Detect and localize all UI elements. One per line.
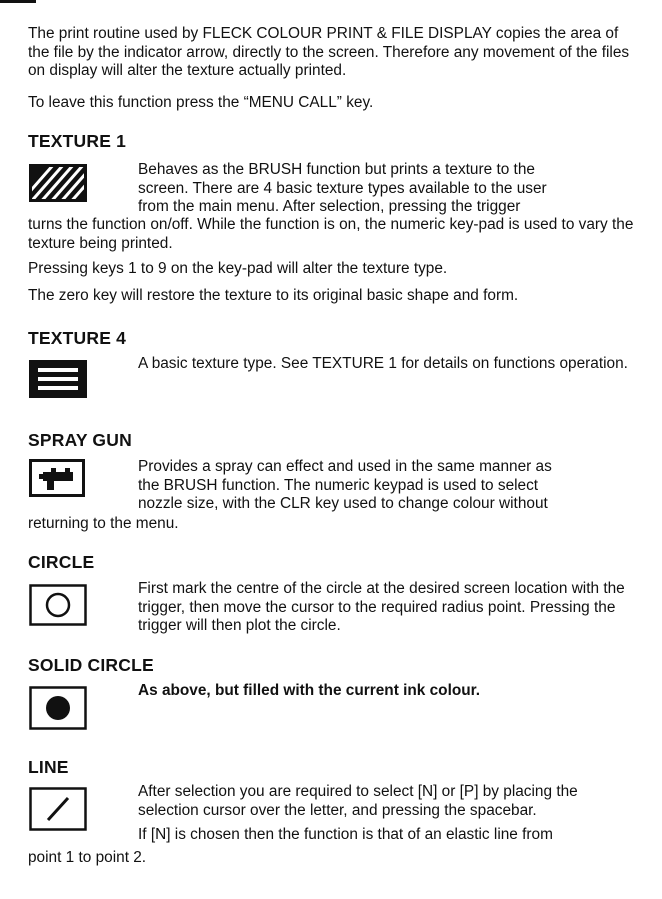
- line-description-n-choice: If [N] is chosen then the function is that of an elastic line from: [138, 826, 553, 843]
- solidcircle-description: As above, but filled with the current ink colour.: [138, 682, 481, 699]
- spray-gun-icon: [29, 459, 85, 497]
- intro-paragraph: The print routine used by FLECK COLOUR PRINT & FILE DISPLAY copies the area of the file by the indicator arrow, directly to the screen. Therefore any movement of the files on display will alter the texture actually printed.: [28, 25, 630, 79]
- texture1-desc-line: from the main menu. After selection, pressing the trigger: [138, 198, 521, 215]
- line-icon: [29, 787, 87, 831]
- top-rule: [0, 0, 36, 3]
- circle-outline-icon: [29, 584, 87, 626]
- texture1-desc-line: screen. There are 4 basic texture types available to the user: [138, 179, 547, 197]
- line-heading: LINE: [28, 757, 69, 777]
- spraygun-desc-line: nozzle size, with the CLR key used to change colour without: [138, 495, 548, 512]
- line-continued: point 1 to point 2.: [28, 849, 147, 866]
- spraygun-description: [138, 458, 633, 514]
- texture1-heading: TEXTURE 1: [28, 131, 127, 151]
- intro-leave-instruction: To leave this function press the “MENU CALL” key.: [28, 94, 374, 111]
- circle-heading: CIRCLE: [28, 552, 95, 572]
- spraygun-desc-line: the BRUSH function. The numeric keypad is used to select: [138, 476, 539, 494]
- texture-diagonal-icon: [29, 164, 87, 202]
- solid-circle-icon: [29, 686, 87, 730]
- spraygun-heading: SPRAY GUN: [28, 430, 132, 450]
- texture4-description: A basic texture type. See TEXTURE 1 for details on functions operation.: [138, 355, 628, 372]
- texture1-description: [138, 161, 633, 217]
- spraygun-desc-line: Provides a spray can effect and used in the same manner as: [138, 458, 552, 475]
- line-description: After selection you are required to select [N] or [P] by placing the selection cursor over the letter, and pressing the spacebar.: [138, 783, 578, 819]
- texture1-desc-line: Behaves as the BRUSH function but prints a texture to the: [138, 161, 535, 178]
- solidcircle-heading: SOLID CIRCLE: [28, 655, 154, 675]
- circle-description: First mark the centre of the circle at the desired screen location with the trigger, then move the cursor to the required radius point. Pressing the trigger will then plot the circle.: [138, 580, 625, 634]
- texture4-heading: TEXTURE 4: [28, 328, 127, 348]
- texture1-keys-paragraph: Pressing keys 1 to 9 on the key-pad will alter the texture type.: [28, 260, 448, 277]
- texture1-continued: turns the function on/off. While the function is on, the numeric key-pad is used to vary the texture being printed.: [28, 216, 634, 252]
- spraygun-continued: returning to the menu.: [28, 515, 179, 532]
- texture-stripes-icon: [29, 360, 87, 398]
- texture1-zero-key-paragraph: The zero key will restore the texture to its original basic shape and form.: [28, 287, 519, 304]
